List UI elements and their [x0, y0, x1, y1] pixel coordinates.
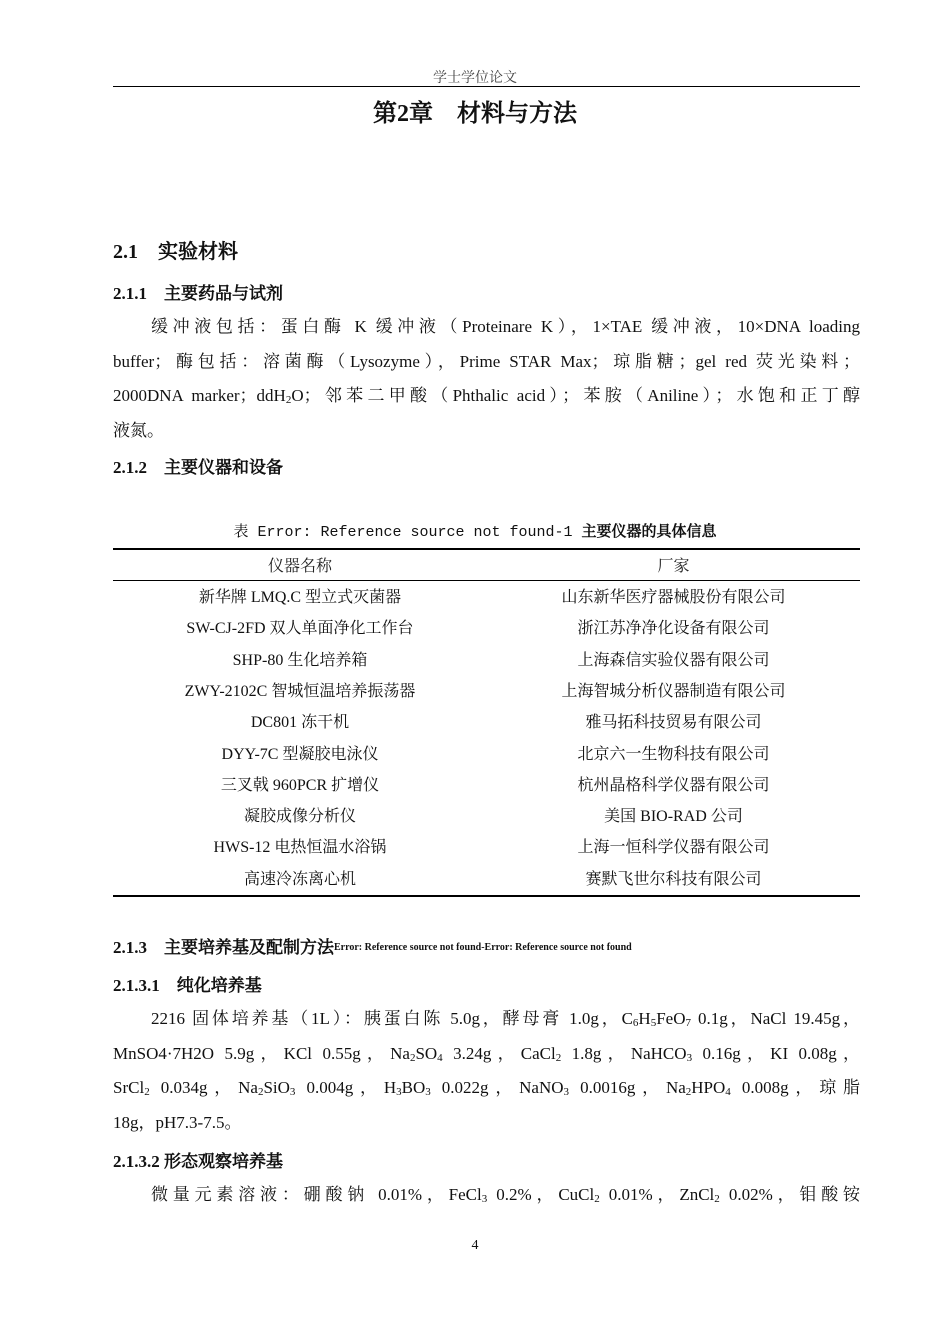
reagents-paragraph [113, 310, 860, 448]
manufacturer-cell: 北京六一生物科技有限公司 [577, 745, 770, 763]
table-row [113, 741, 860, 772]
running-header: 学士学位论文 [433, 71, 517, 86]
instrument-name-cell: SW-CJ-2FD 双人单面净化工作台 [186, 620, 414, 638]
section-2-1-3-heading: 2.1.3 主要培养基及配制方法Error: Reference source not found-Error: Reference source not found [113, 938, 632, 957]
reagents-line-1: 缓冲液包括：蛋白酶 K 缓冲液（Proteinare K），1×TAE 缓冲液，10×DNA loading [151, 317, 860, 336]
manufacturer-cell: 赛默飞世尔科技有限公司 [585, 870, 762, 888]
manufacturer-cell: 上海森信实验仪器有限公司 [577, 651, 770, 669]
table-header-manufacturer: 厂家 [657, 558, 690, 575]
section-2-1-3-1-heading: 2.1.3.1 纯化培养基 [113, 976, 262, 995]
manufacturer-cell: 上海智城分析仪器制造有限公司 [561, 682, 786, 700]
reagents-line-3: 2000DNA marker；ddH$_2$O；邻苯二甲酸（Phthalic acid）；苯胺（Aniline）；水饱和正丁醇 [113, 386, 861, 406]
medium-paragraph [113, 1002, 860, 1140]
table-row [113, 803, 860, 834]
table-row [113, 678, 860, 709]
manufacturer-cell: 美国 BIO-RAD 公司 [604, 808, 743, 826]
medium-line-4: 18g，pH7.3-7.5。 [113, 1112, 242, 1132]
table-row [113, 834, 860, 865]
table-row [113, 866, 860, 897]
chapter-title: 第2章 材料与方法 [373, 101, 577, 127]
instrument-name-cell: HWS-12 电热恒温水浴锅 [213, 839, 387, 857]
header-rule [113, 86, 860, 87]
morphology-line-1: 微量元素溶液：硼酸钠 0.01%，FeCl$_3$ 0.2%，CuCl$_2$ 0.01%，ZnCl$_2$ 0.02%，钼酸铵 [151, 1185, 861, 1205]
manufacturer-cell: 杭州晶格科学仪器有限公司 [577, 776, 770, 794]
instrument-name-cell: ZWY-2102C 智城恒温培养振荡器 [184, 682, 416, 700]
morphology-paragraph [113, 1178, 860, 1213]
table-row [113, 709, 860, 740]
instrument-name-cell: 三叉戟 960PCR 扩增仪 [220, 776, 380, 794]
section-2-1-3-2-heading: 2.1.3.2 形态观察培养基 [113, 1152, 283, 1171]
section-2-1-heading: 2.1 实验材料 [113, 241, 238, 263]
table-row [113, 584, 860, 615]
manufacturer-cell: 上海一恒科学仪器有限公司 [577, 839, 770, 857]
table-header-rule [113, 580, 860, 581]
table-header-instrument: 仪器名称 [267, 558, 332, 575]
medium-line-3: SrCl$_2$ 0.034g，$Na_2SiO_3$ 0.004g，$H_3BO_3$ 0.022g，NaNO$_3$ 0.0016g，$Na_2HPO_4$ 0.008g，琼脂 [113, 1078, 861, 1098]
instrument-name-cell: 凝胶成像分析仪 [243, 808, 356, 826]
table-top-rule [113, 548, 860, 550]
section-2-1-1-heading: 2.1.1 主要药品与试剂 [113, 284, 283, 303]
medium-line-2: MnSO4·7H2O 5.9g，KCl 0.55g，$Na_2SO_4$ 3.24g，CaCl$_2$ 1.8g，NaHCO$_3$ 0.16g，KI 0.08g， [113, 1043, 861, 1064]
reagents-line-4: 液氮。 [113, 420, 164, 440]
table-bottom-rule [113, 895, 860, 897]
instrument-name-cell: DC801 冻干机 [250, 714, 350, 732]
manufacturer-cell: 山东新华医疗器械股份有限公司 [561, 589, 786, 606]
instrument-name-cell: SHP-80 生化培养箱 [232, 651, 368, 669]
instrument-name-cell: DYY-7C 型凝胶电泳仪 [221, 745, 379, 763]
section-2-1-2-heading: 2.1.2 主要仪器和设备 [113, 458, 283, 477]
table-row [113, 647, 860, 678]
manufacturer-cell: 雅马拓科技贸易有限公司 [585, 714, 762, 732]
medium-line-1: 2216 固体培养基（1L）：胰蛋白陈 5.0g，酵母膏 1.0g，$C_6H_5FeO_7$ 0.1g，NaCl 19.45g， [151, 1009, 860, 1029]
table-row [113, 615, 860, 646]
page-number: 4 [471, 1238, 479, 1253]
instrument-name-cell: 新华牌 LMQ.C 型立式灭菌器 [198, 589, 402, 606]
table-caption: 表 Error: Reference source not found-1 主要仪器的具体信息 [233, 522, 717, 541]
manufacturer-cell: 浙江苏净净化设备有限公司 [577, 620, 770, 638]
reagents-line-2: buffer；酶包括：溶菌酶（Lysozyme），Prime STAR Max；琼脂糖；gel red 荧光染料； [113, 351, 860, 371]
instrument-name-cell: 高速冷冻离心机 [243, 870, 356, 888]
table-row [113, 772, 860, 803]
reference-error-note: Error: Reference source not found-Error: Reference source not found [334, 942, 632, 953]
